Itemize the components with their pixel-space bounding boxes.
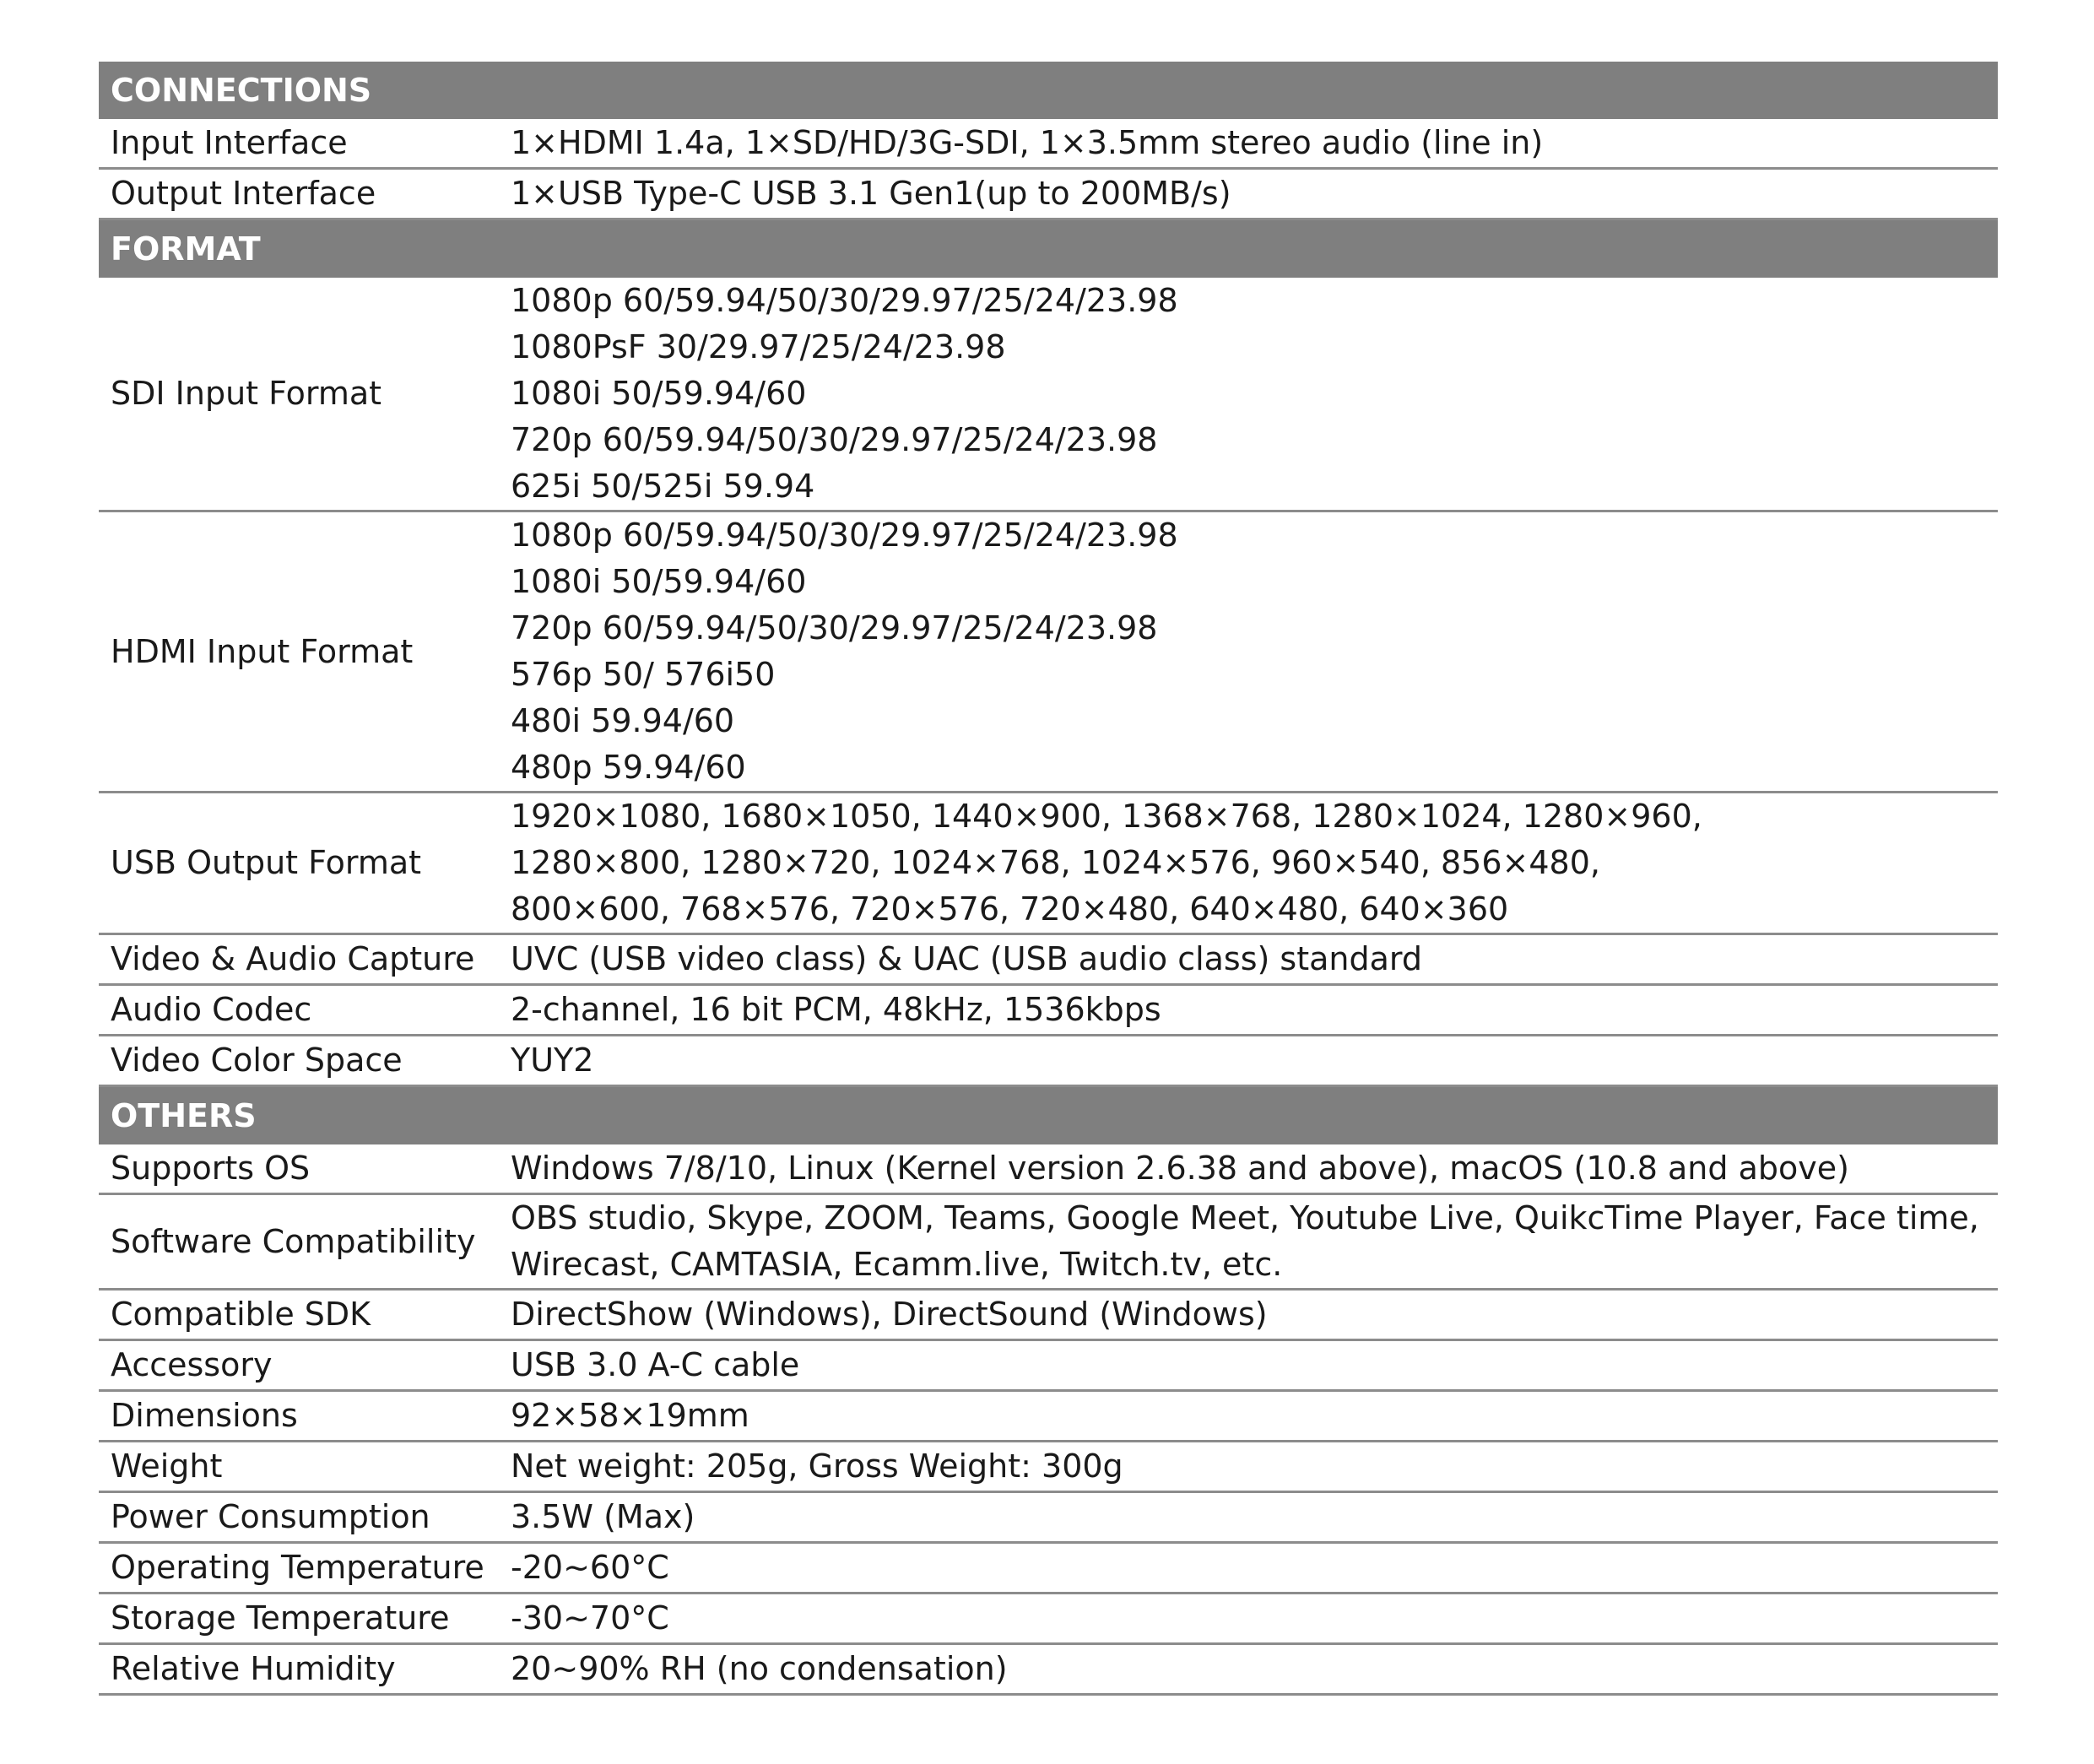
spec-row	[99, 1492, 1998, 1543]
section-title: CONNECTIONS	[99, 62, 1998, 119]
spec-value-line: 1080p 60/59.94/50/30/29.97/25/24/23.98	[511, 517, 1178, 554]
spec-value-line: Wirecast, CAMTASIA, Ecamm.live, Twitch.tv, etc.	[511, 1246, 1283, 1283]
section-header	[99, 1086, 1998, 1145]
spec-label: HDMI Input Format	[99, 511, 499, 793]
spec-value-line: YUY2	[511, 1042, 594, 1079]
spec-value-line: 1080PsF 30/29.97/25/24/23.98	[511, 328, 1006, 365]
spec-value-line: -30~70°C	[511, 1599, 669, 1637]
spec-value	[499, 1194, 1998, 1290]
spec-label: Audio Codec	[99, 985, 499, 1036]
spec-label: Operating Temperature	[99, 1543, 499, 1594]
spec-row	[99, 1594, 1998, 1644]
spec-row	[99, 985, 1998, 1036]
spec-value-line: UVC (USB video class) & UAC (USB audio class) standard	[511, 940, 1422, 977]
spec-value-line: Net weight: 205g, Gross Weight: 300g	[511, 1447, 1123, 1485]
spec-value-line: USB 3.0 A-C cable	[511, 1346, 800, 1383]
spec-value-line: 2-channel, 16 bit PCM, 48kHz, 1536kbps	[511, 991, 1161, 1028]
spec-value	[499, 1644, 1998, 1695]
spec-value-line: 1×USB Type-C USB 3.1 Gen1(up to 200MB/s)	[511, 175, 1231, 212]
spec-row	[99, 1543, 1998, 1594]
spec-value-line: 625i 50/525i 59.94	[511, 468, 815, 505]
spec-label: Software Compatibility	[99, 1194, 499, 1290]
spec-label: Video Color Space	[99, 1036, 499, 1086]
spec-row	[99, 278, 1998, 511]
spec-value-line: 1080i 50/59.94/60	[511, 563, 807, 600]
section-title: FORMAT	[99, 219, 1998, 279]
spec-value-line: Windows 7/8/10, Linux (Kernel version 2.6.38 and above), macOS (10.8 and above)	[511, 1150, 1849, 1187]
spec-label: Power Consumption	[99, 1492, 499, 1543]
section-header	[99, 62, 1998, 119]
spec-table-body	[99, 62, 1998, 1695]
spec-row	[99, 1290, 1998, 1340]
spec-value-line: 1080p 60/59.94/50/30/29.97/25/24/23.98	[511, 282, 1178, 319]
spec-label: Supports OS	[99, 1144, 499, 1194]
spec-row	[99, 1144, 1998, 1194]
spec-value	[499, 1144, 1998, 1194]
section-title: OTHERS	[99, 1086, 1998, 1145]
spec-value	[499, 1442, 1998, 1492]
spec-row	[99, 1442, 1998, 1492]
spec-row	[99, 793, 1998, 934]
spec-label: Relative Humidity	[99, 1644, 499, 1695]
spec-value	[499, 934, 1998, 985]
spec-label: Dimensions	[99, 1391, 499, 1442]
spec-value-line: 480i 59.94/60	[511, 702, 735, 739]
spec-value-line: 92×58×19mm	[511, 1397, 749, 1434]
spec-value	[499, 793, 1998, 934]
spec-value	[499, 1594, 1998, 1644]
spec-label: USB Output Format	[99, 793, 499, 934]
spec-value	[499, 1036, 1998, 1086]
spec-value-line: 576p 50/ 576i50	[511, 656, 776, 693]
spec-value	[499, 278, 1998, 511]
spec-value-line: 800×600, 768×576, 720×576, 720×480, 640×480, 640×360	[511, 890, 1509, 928]
spec-row	[99, 169, 1998, 219]
spec-value	[499, 1492, 1998, 1543]
spec-row	[99, 1036, 1998, 1086]
spec-row	[99, 1391, 1998, 1442]
spec-value	[499, 1391, 1998, 1442]
spec-value	[499, 1290, 1998, 1340]
spec-label: Storage Temperature	[99, 1594, 499, 1644]
spec-value-line: 1920×1080, 1680×1050, 1440×900, 1368×768, 1280×1024, 1280×960,	[511, 798, 1702, 835]
spec-value	[499, 1543, 1998, 1594]
section-header	[99, 219, 1998, 279]
spec-row	[99, 934, 1998, 985]
spec-value	[499, 169, 1998, 219]
spec-row	[99, 119, 1998, 169]
spec-value-line: 720p 60/59.94/50/30/29.97/25/24/23.98	[511, 609, 1158, 647]
spec-value	[499, 119, 1998, 169]
spec-value-line: DirectShow (Windows), DirectSound (Windows)	[511, 1296, 1268, 1333]
spec-value-line: 1080i 50/59.94/60	[511, 375, 807, 412]
spec-value-line: 480p 59.94/60	[511, 749, 746, 786]
spec-value-line: 20~90% RH (no condensation)	[511, 1650, 1008, 1687]
spec-label: Accessory	[99, 1340, 499, 1391]
spec-label: Compatible SDK	[99, 1290, 499, 1340]
spec-value-line: 1280×800, 1280×720, 1024×768, 1024×576, 960×540, 856×480,	[511, 844, 1600, 881]
spec-label: Input Interface	[99, 119, 499, 169]
spec-value	[499, 1340, 1998, 1391]
spec-value-line: OBS studio, Skype, ZOOM, Teams, Google Meet, Youtube Live, QuikcTime Player, Face time,	[511, 1199, 1979, 1236]
spec-value-line: 720p 60/59.94/50/30/29.97/25/24/23.98	[511, 421, 1158, 458]
spec-row	[99, 1194, 1998, 1290]
spec-row	[99, 511, 1998, 793]
spec-table	[99, 62, 1998, 1696]
spec-value	[499, 985, 1998, 1036]
spec-label: Output Interface	[99, 169, 499, 219]
spec-value-line: 3.5W (Max)	[511, 1498, 695, 1535]
spec-row	[99, 1340, 1998, 1391]
spec-row	[99, 1644, 1998, 1695]
spec-value-line: 1×HDMI 1.4a, 1×SD/HD/3G-SDI, 1×3.5mm stereo audio (line in)	[511, 124, 1544, 161]
spec-value-line: -20~60°C	[511, 1549, 669, 1586]
spec-label: Video & Audio Capture	[99, 934, 499, 985]
spec-label: Weight	[99, 1442, 499, 1492]
spec-label: SDI Input Format	[99, 278, 499, 511]
spec-value	[499, 511, 1998, 793]
